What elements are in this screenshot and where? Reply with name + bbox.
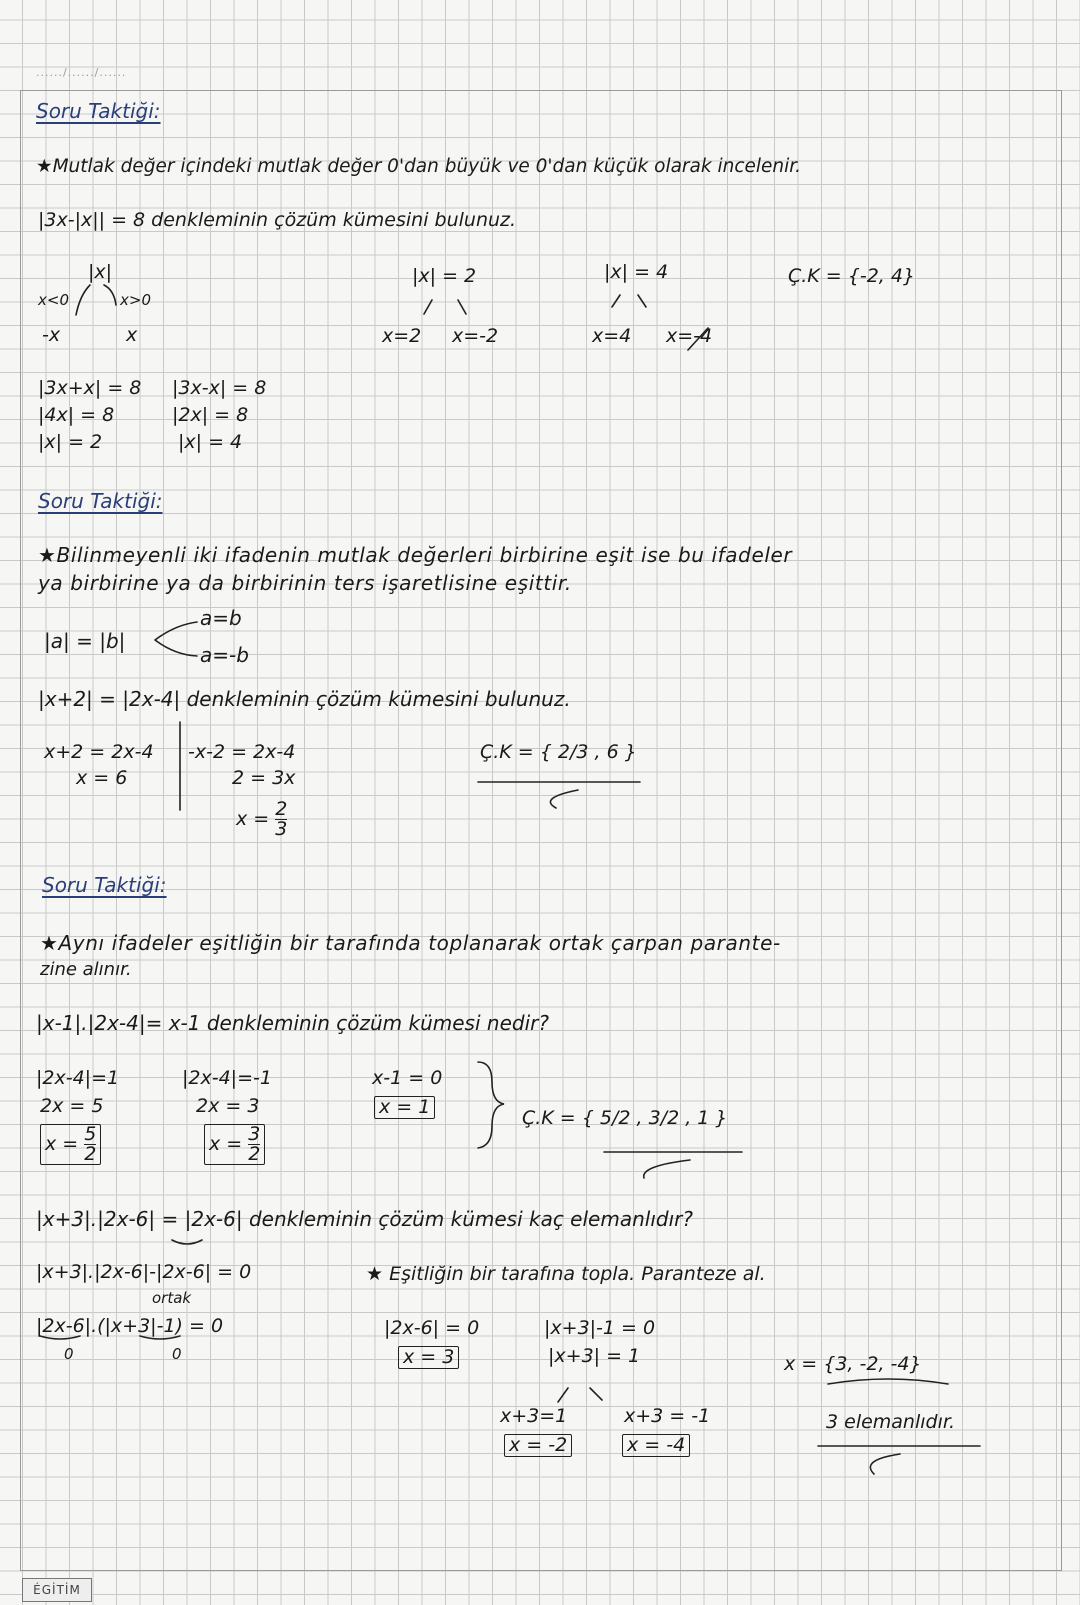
right-line-1: |3x-x| = 8 [172, 377, 267, 399]
b3-fraction [275, 800, 287, 839]
c1-line-2: 2x = 5 [40, 1095, 104, 1117]
section1-result: Ç.K = {-2, 4} [788, 265, 916, 287]
neg-x: -x [42, 324, 61, 346]
case-pos: x>0 [120, 291, 151, 309]
a-line-2: x = 6 [76, 767, 128, 789]
section3-tip-1: ★Aynı ifadeler eşitliğin bir tarafında toplanarak ortak çarpan parante- [40, 931, 781, 955]
s4-line-1: |x+3|.|2x-6|-|2x-6| = 0 [36, 1261, 252, 1283]
c1-fraction [84, 1125, 96, 1164]
result3-tail [644, 1160, 690, 1178]
zero-2: 0 [172, 1345, 182, 1363]
publisher-logo: ÉGİTİM [22, 1578, 92, 1602]
case-neg: x<0 [38, 291, 69, 309]
section3-question: |x-1|.|2x-4|= x-1 denkleminin çözüm kümesi nedir? [36, 1011, 549, 1035]
ortak-mark-top [172, 1240, 202, 1244]
c1-line-3 [40, 1124, 101, 1165]
section3-result: Ç.K = { 5/2 , 3/2 , 1 } [522, 1107, 728, 1129]
mid1-b: x=-2 [452, 325, 499, 347]
q1-line-2: x = -2 [504, 1434, 572, 1457]
b-line-2: 2 = 3x [232, 767, 296, 789]
brace-section3 [478, 1062, 504, 1148]
a-line-1: x+2 = 2x-4 [44, 741, 154, 763]
section3-title: Soru Taktiği: [42, 873, 167, 897]
c2-line-1: |2x-4|=-1 [182, 1067, 272, 1089]
c1-num: 5 [84, 1123, 97, 1145]
b3-num: 2 [275, 798, 288, 820]
pos-x: x [126, 324, 138, 346]
q1-line-1: x+3=1 [500, 1405, 568, 1427]
right-line-2: |2x| = 8 [172, 404, 249, 426]
b-line-3 [236, 800, 287, 839]
b-line-1: -x-2 = 2x-4 [188, 741, 296, 763]
arrow-left-stroke [76, 285, 90, 315]
mid2-a: x=4 [592, 325, 632, 347]
rule-arrows [155, 622, 197, 656]
section3-tip-2: zine alınır. [40, 959, 132, 980]
c1-lhs: x = [45, 1133, 79, 1155]
right-line-3: |x| = 4 [178, 431, 243, 453]
set-underbrace [828, 1379, 948, 1384]
section2-question: |x+2| = |2x-4| denkleminin çözüm kümesini bulunuz. [38, 687, 571, 711]
header-dots: ....../....../...... [36, 66, 127, 79]
c2-num: 3 [248, 1123, 261, 1145]
arrows-x3 [558, 1388, 602, 1402]
abs-x: |x| [88, 261, 113, 283]
section1-title: Soru Taktiği: [36, 99, 161, 123]
arrow-right-stroke [104, 285, 116, 305]
left-line-2: |4x| = 8 [38, 404, 115, 426]
section2-tip-2: ya birbirine ya da birbirinin ters işaretlisine eşittir. [38, 571, 572, 595]
p1-line-2: x = 3 [398, 1346, 459, 1369]
section1-tip: ★Mutlak değer içindeki mutlak değer 0'dan büyük ve 0'dan küçük olarak incelenir. [36, 156, 802, 177]
zero-1: 0 [64, 1345, 74, 1363]
left-line-1: |3x+x| = 8 [38, 377, 142, 399]
rule-bottom: a=-b [200, 643, 249, 667]
c3-line-1: x-1 = 0 [372, 1067, 443, 1089]
answer-tail [870, 1454, 900, 1474]
ortak-label: ortak [152, 1289, 192, 1307]
c2-den: 2 [248, 1143, 261, 1165]
c2-line-2: 2x = 3 [196, 1095, 260, 1117]
b3-lhs: x = [236, 808, 270, 830]
c3-line-2: x = 1 [374, 1096, 435, 1119]
section2-title: Soru Taktiği: [38, 489, 163, 513]
q2-line-1: x+3 = -1 [624, 1405, 711, 1427]
c1-line-1: |2x-4|=1 [36, 1067, 120, 1089]
arrows-x2 [424, 300, 466, 314]
result2-tail [550, 790, 578, 808]
answer: 3 elemanlıdır. [826, 1411, 955, 1433]
left-line-3: |x| = 2 [38, 431, 103, 453]
c2-line-3 [204, 1124, 265, 1165]
p1-line-1: |2x-6| = 0 [384, 1317, 480, 1339]
mid2-b: x=-4 [666, 325, 713, 347]
c2-fraction [248, 1125, 260, 1164]
mid1-head: |x| = 2 [412, 265, 477, 287]
rule-top: a=b [200, 606, 242, 630]
p2-line-2: |x+3| = 1 [548, 1345, 641, 1367]
c2-lhs: x = [209, 1133, 243, 1155]
section2-tip-1: ★Bilinmeyenli iki ifadenin mutlak değerleri birbirine eşit ise bu ifadeler [38, 543, 793, 567]
section4-question: |x+3|.|2x-6| = |2x-6| denkleminin çözüm kümesi kaç elemanlıdır? [36, 1207, 693, 1231]
mid1-a: x=2 [382, 325, 422, 347]
solution-set: x = {3, -2, -4} [784, 1353, 922, 1375]
mid2-head: |x| = 4 [604, 261, 669, 283]
b3-den: 3 [275, 818, 288, 840]
section1-question: |3x-|x|| = 8 denkleminin çözüm kümesini bulunuz. [38, 209, 517, 231]
p2-line-1: |x+3|-1 = 0 [544, 1317, 656, 1339]
c1-den: 2 [84, 1143, 97, 1165]
s4-line-2: |2x-6|.(|x+3|-1) = 0 [36, 1315, 224, 1337]
section4-tip: ★ Eşitliğin bir tarafına topla. Paranteze al. [366, 1263, 766, 1285]
rule-left: |a| = |b| [44, 629, 126, 653]
arrows-x4 [612, 295, 646, 307]
section2-result: Ç.K = { 2/3 , 6 } [480, 741, 637, 763]
q2-line-2: x = -4 [622, 1434, 690, 1457]
